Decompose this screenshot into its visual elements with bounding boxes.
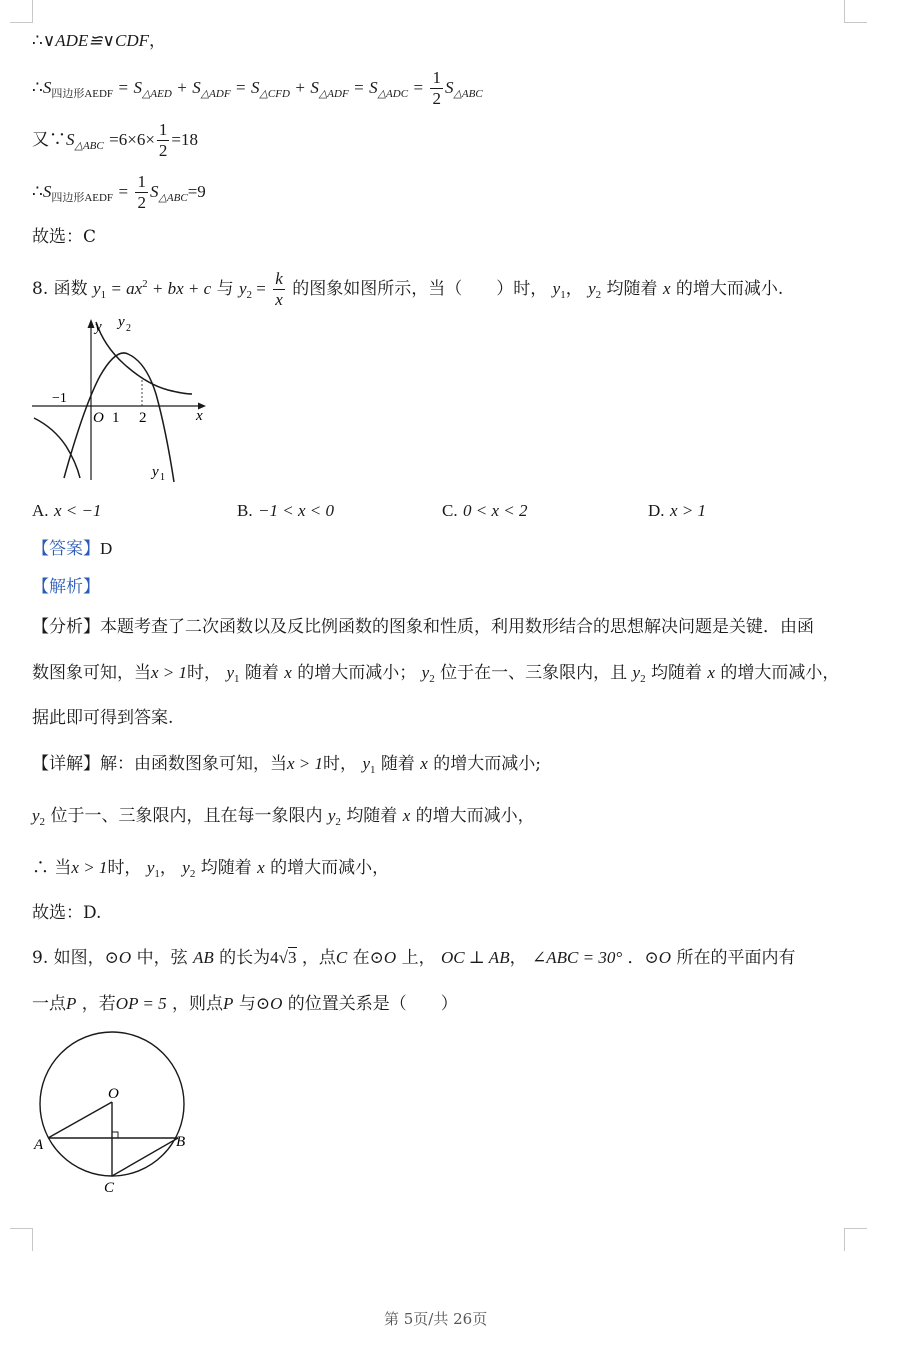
segment-oa [48,1102,112,1138]
option-d[interactable]: D. x > 1 [648,501,706,520]
fraction-half: $\frac{1}{2}$ [432,68,441,108]
xiangjie-line-4: 故选：D. [32,903,102,923]
fenxi-line-1: 【分析】本题考查了二次函数以及反比例函数的图象和性质，利用数形结合的思想解决问题是关键．由函 [32,617,814,637]
label-a: A [34,1137,44,1153]
answer-tag: 【答案】 [32,539,100,559]
option-b[interactable]: B. −1 < x < 0 [237,501,334,520]
xiangjie-line-3: ∴ 当x > 1时， $y_1$， $y_2$ 均随着 x 的增大而减小， [32,858,390,880]
option-a[interactable]: A. x < −1 [32,501,102,520]
label-o: O [108,1086,119,1102]
solution-line-congruence: ∴∨ADE≌∨CDF， [32,31,167,51]
xiangjie-line-2: $y_2$ 位于一、三象限内，且在每一象限内 $y_2$ 均随着 x 的增大而减小， [32,806,535,828]
analysis-tag: 【解析】 [32,577,100,597]
question-9-stem-line-2: 一点P ，若OP = 5 ，则点P 与⊙O 的位置关系是（ ） [32,994,458,1014]
label-c: C [104,1180,115,1196]
fraction-k-over-x: $\frac{k}{x}$ [275,269,283,309]
solution-choice-c: 故选：C [32,227,97,247]
option-c[interactable]: C. 0 < x < 2 [442,501,528,520]
label-minus-1: −1 [52,391,67,406]
question-9-stem-line-1: 9. 如图，⊙O 中，弦 AB 的长为4√3 ，点C 在⊙O 上， OC ⊥ AB， ∠ABC = 30° ．⊙O 所在的平面内有 [32,948,796,968]
fraction-half: $\frac{1}{2}$ [137,172,146,212]
label-y1: y [152,464,159,480]
solution-line-area-abc: 又$\because S_{\triangle ABC} =6\times 6\times$ $\frac{1}{2}$ =18 [32,120,199,160]
xiangjie-line-1: 【详解】解：由函数图象可知，当x > 1时， $y_1$ 随着 x 的增大而减小; [32,754,541,776]
circle-figure [28,1028,198,1196]
fenxi-line-3: 据此即可得到答案. [32,708,174,728]
solution-line-area-sum: $\therefore S_{四边形AEDF} = S_{\triangle AED} + S_{\triangle ADF} = S_{\triangle CFD} + S_{\triangle ADF} = S_{\triangle ADC}$ = $\frac{1}{2}$ $S_{\triangle ABC}$ [32,68,483,108]
answer-line: 【答案】D [32,539,113,559]
label-y2: y [118,314,125,330]
label-y: y [95,319,102,335]
solution-line-area-quad: $\therefore S_{四边形AEDF}$ = $\frac{1}{2}$ $S_{\triangle ABC}=9$ [32,172,206,212]
question-8-stem: 8. 函数 $y_1 = ax^2$ + bx + c 与 $y_2$ = $\frac{k}{x}$ 的图象如图所示，当（ ）时， $y_1$， $y_2$ 均随着 x 的增大而减小. [32,269,784,309]
label-y1-sub: 1 [160,472,165,483]
corner-mark-top-left [10,0,33,23]
label-y2-sub: 2 [126,323,131,334]
hyperbola-y2-branch-1 [96,322,192,394]
corner-mark-bottom-right [844,1228,867,1251]
right-angle-mark [112,1132,118,1138]
corner-mark-top-right [844,0,867,23]
fenxi-line-2: 数图象可知，当x > 1时， $y_1$ 随着 x 的增大而减小； $y_2$ 位于在一、三象限内，且 $y_2$ 均随着 x 的增大而减小， [32,663,840,685]
page-footer: 第 5页/共 26页 [384,1310,488,1328]
y-axis-arrow-icon [88,319,95,328]
label-b: B [176,1134,186,1150]
fraction-half: $\frac{1}{2}$ [158,120,168,160]
corner-mark-bottom-left [10,1228,33,1251]
segment-bc [112,1138,178,1176]
label-2: 2 [139,410,147,426]
label-1: 1 [112,410,120,426]
function-graph [28,310,218,486]
label-x: x [196,408,203,424]
label-origin: O [93,410,104,426]
sqrt-sign: √ [278,948,289,967]
